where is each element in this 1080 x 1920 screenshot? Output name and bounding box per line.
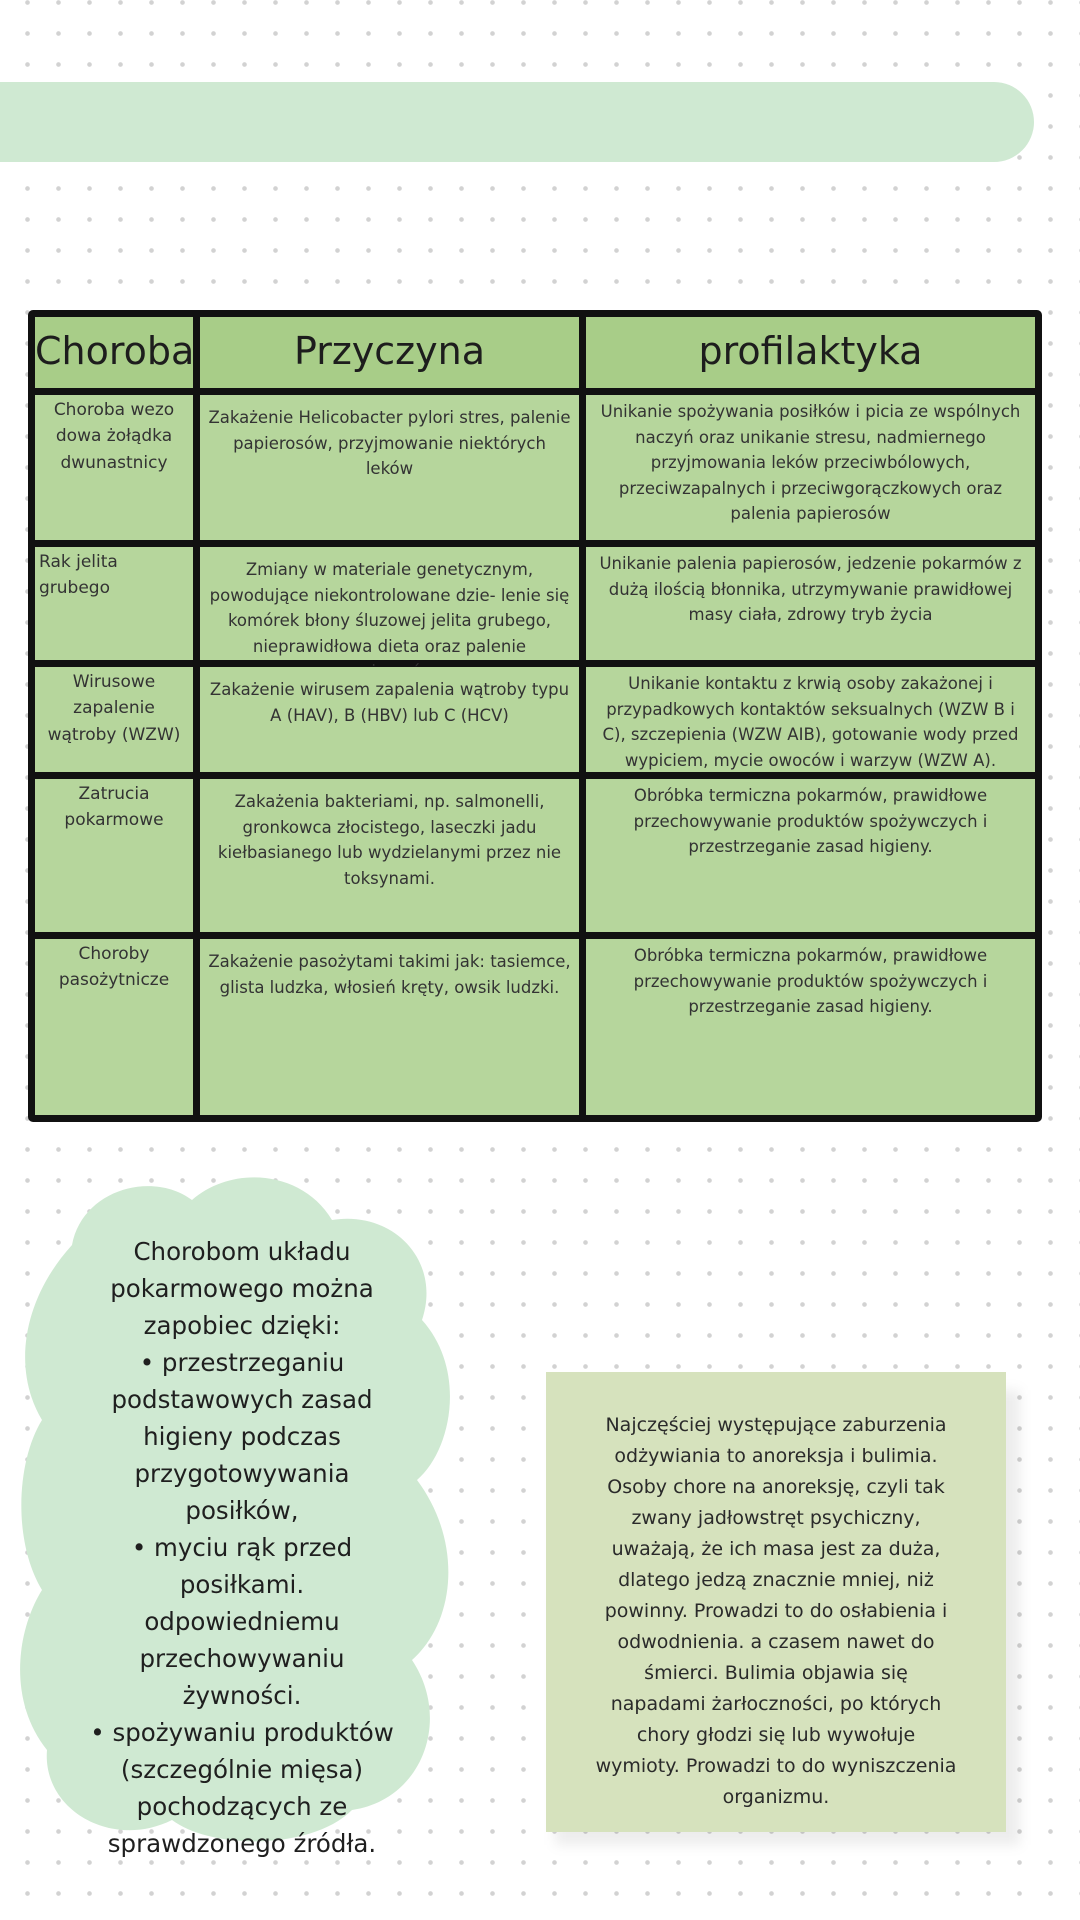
row5-prevention: Obróbka termiczna pokarmów, prawidłowe przechowywanie produktów spożywczych i przestrzeganie zasad higieny. bbox=[586, 939, 1035, 1115]
row4-cause: Zakażenia bakteriami, np. salmonelli, gronkowca złocistego, laseczki jadu kiełbasianego lub wydzielanymi przez nie toksynami. bbox=[200, 779, 586, 939]
cloud-text: Chorobom układu pokarmowego można zapobiec dzięki: • przestrzeganiu podstawowych zasad higieny podczas przygotowywania posiłków, • myciu rąk przed posiłkami. odpowiedniemu przechowywaniu żywności. • spożywaniu produktów (szczególnie mięsa) pochodzących ze sprawdzonego źródła. bbox=[90, 1237, 394, 1858]
row1-disease: Choroba wezo dowa żołądka dwunastnicy bbox=[35, 395, 200, 547]
row4-disease: Zatrucia pokarmowe bbox=[35, 779, 200, 939]
row3-cause: Zakażenie wirusem zapalenia wątroby typu A (HAV), B (HBV) lub C (HCV) bbox=[200, 667, 586, 779]
row2-cause: Zmiany w materiale genetycznym, powodujące niekontrolowane dzie- lenie się komórek błony śluzowej jelita grubego, nieprawidłowa dieta oraz palenie bbox=[200, 547, 586, 667]
row5-disease: Choroby pasożytnicze bbox=[35, 939, 200, 1115]
sticky-note-text: Najczęściej występujące zaburzenia odżywiania to anoreksja i bulimia. Osoby chore na anoreksję, czyli tak zwany jadłowstręt psychiczny, uważają, że ich masa jest za duża, dlatego jedzą znacznie mniej, niż powinny. Prowadzi to do osłabienia i odwodnienia. a czasem nawet do śmierci. Bulimia objawia się napadami żarłoczności, po których chory głodzi się lub wywołuje wymioty. Prowadzi to do wyniszczenia organizmu. bbox=[595, 1414, 957, 1808]
row3-prevention: Unikanie kontaktu z krwią osoby zakażonej i przypadkowych kontaktów seksualnych (WZW B i C), szczepienia (WZW AIB), gotowanie wody przed wypiciem, mycie owoców i warzyw (WZW A). bbox=[586, 667, 1035, 779]
row1-prevention: Unikanie spożywania posiłków i picia ze wspólnych naczyń oraz unikanie stresu, nadmiernego przyjmowania leków przeciwbólowych, przeciwzapalnych i przeciwgorączkowych oraz palenia papierosów bbox=[586, 395, 1035, 547]
sticky-note bbox=[546, 1372, 1006, 1832]
row5-cause: Zakażenie pasożytami takimi jak: tasiemce, glista ludzka, włosień kręty, owsik ludzki. bbox=[200, 939, 586, 1115]
header-disease: Choroba bbox=[35, 317, 200, 395]
row4-prevention: Obróbka termiczna pokarmów, prawidłowe przechowywanie produktów spożywczych i przestrzeganie zasad higieny. bbox=[586, 779, 1035, 939]
prevention-cloud bbox=[12, 1160, 472, 1858]
row2-prevention: Unikanie palenia papierosów, jedzenie pokarmów z dużą ilością błonnika, utrzymywanie prawidłowej masy ciała, zdrowy tryb życia bbox=[586, 547, 1035, 667]
title-banner bbox=[0, 82, 1034, 162]
header-cause: Przyczyna bbox=[200, 317, 586, 395]
header-prevention: profilaktyka bbox=[586, 317, 1035, 395]
row3-disease: Wirusowe zapalenie wątroby (WZW) bbox=[35, 667, 200, 779]
row2-disease: Rak jelita grubego bbox=[35, 547, 200, 667]
disease-table bbox=[28, 310, 1042, 1122]
row1-cause: Zakażenie Helicobacter pylori stres, palenie papierosów, przyjmowanie niektórych leków bbox=[200, 395, 586, 547]
